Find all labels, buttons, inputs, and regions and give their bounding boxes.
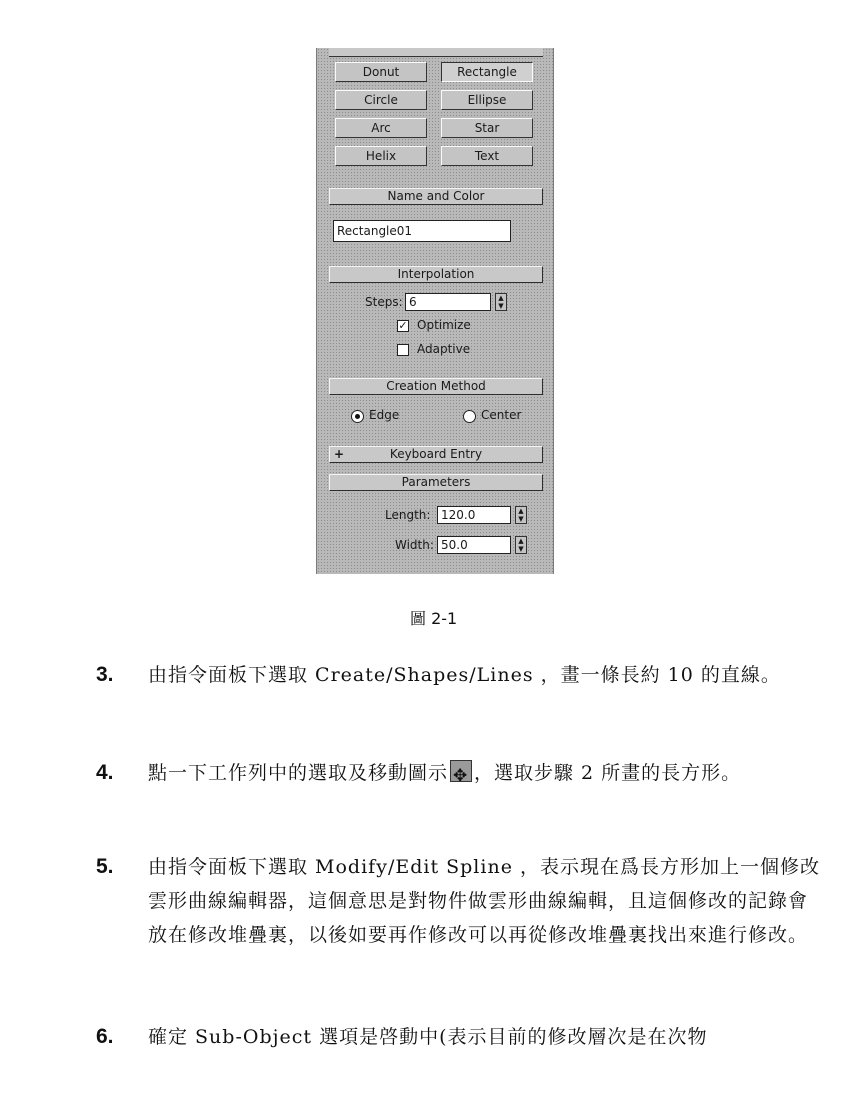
adaptive-label: Adaptive: [417, 342, 471, 356]
length-spinner[interactable]: ▲ ▼: [515, 506, 527, 524]
star-button[interactable]: Star: [441, 118, 533, 138]
step-number: 3.: [96, 663, 114, 686]
helix-button[interactable]: Helix: [335, 146, 427, 166]
expand-plus-icon: +: [334, 447, 345, 461]
ellipse-button[interactable]: Ellipse: [441, 90, 533, 110]
arc-button[interactable]: Arc: [335, 118, 427, 138]
select-and-move-icon: [450, 760, 472, 782]
step-text: 由指令面板下選取 Modify/Edit Spline ，表示現在爲長方形加上一個修改雲形曲線編輯器，這個意思是對物件做雲形曲線編輯，且這個修改的記錄會放在修改堆疊裏，以後如要再作修改可以再從修改堆疊裏找出來進行修改。: [148, 856, 820, 946]
panel-top-strip: [329, 48, 543, 57]
width-label: Width:: [395, 538, 434, 552]
optimize-checkbox[interactable]: ✓: [398, 319, 408, 332]
circle-button[interactable]: Circle: [335, 90, 427, 110]
length-input[interactable]: 120.0: [437, 506, 511, 524]
object-name-field[interactable]: Rectangle01: [333, 220, 511, 242]
step-text: 由指令面板下選取 Create/Shapes/Lines ，畫一條長約 10 的直線。: [148, 664, 781, 686]
rollout-title: Creation Method: [386, 379, 486, 393]
step-number: 6.: [96, 1025, 114, 1048]
width-spinner[interactable]: ▲ ▼: [515, 536, 527, 554]
steps-input[interactable]: 6: [405, 293, 491, 311]
step-6: [96, 1020, 826, 1056]
steps-spinner[interactable]: ▲ ▼: [495, 293, 507, 311]
rollout-title: Parameters: [401, 475, 471, 489]
center-radio[interactable]: [463, 410, 476, 423]
step-3: [96, 658, 826, 728]
step-5: [96, 850, 826, 990]
step-4: [96, 756, 826, 826]
creation-method-rollout[interactable]: [329, 378, 543, 395]
step-text: [148, 756, 820, 790]
figure-caption: 圖 2-1: [410, 609, 458, 628]
command-panel-screenshot: [316, 48, 554, 574]
rollout-title: Name and Color: [387, 189, 485, 203]
edge-label: Edge: [369, 408, 400, 422]
parameters-rollout[interactable]: [329, 474, 543, 491]
interpolation-rollout[interactable]: [329, 266, 543, 283]
width-input[interactable]: 50.0: [437, 536, 511, 554]
step-text-before: 點一下工作列中的選取及移動圖示: [148, 762, 449, 784]
step-text-after: ，選取步驟 2 所畫的長方形。: [474, 762, 742, 784]
rectangle-button[interactable]: Rectangle: [441, 62, 533, 82]
name-and-color-rollout[interactable]: [329, 188, 543, 205]
step-number: 4.: [96, 761, 114, 784]
center-label: Center: [481, 408, 522, 422]
rollout-title: Keyboard Entry: [389, 447, 483, 461]
text-button[interactable]: Text: [441, 146, 533, 166]
length-label: Length:: [385, 508, 431, 522]
edge-radio[interactable]: [351, 410, 364, 423]
adaptive-checkbox[interactable]: [397, 344, 409, 356]
donut-button[interactable]: Donut: [335, 62, 427, 82]
rollout-title: Interpolation: [397, 267, 475, 281]
optimize-label: Optimize: [417, 318, 471, 332]
keyboard-entry-rollout[interactable]: [329, 446, 543, 463]
step-number: 5.: [96, 855, 114, 878]
step-text: 確定 Sub-Object 選項是啓動中(表示目前的修改層次是在次物: [148, 1026, 708, 1048]
steps-label: Steps:: [365, 295, 403, 309]
